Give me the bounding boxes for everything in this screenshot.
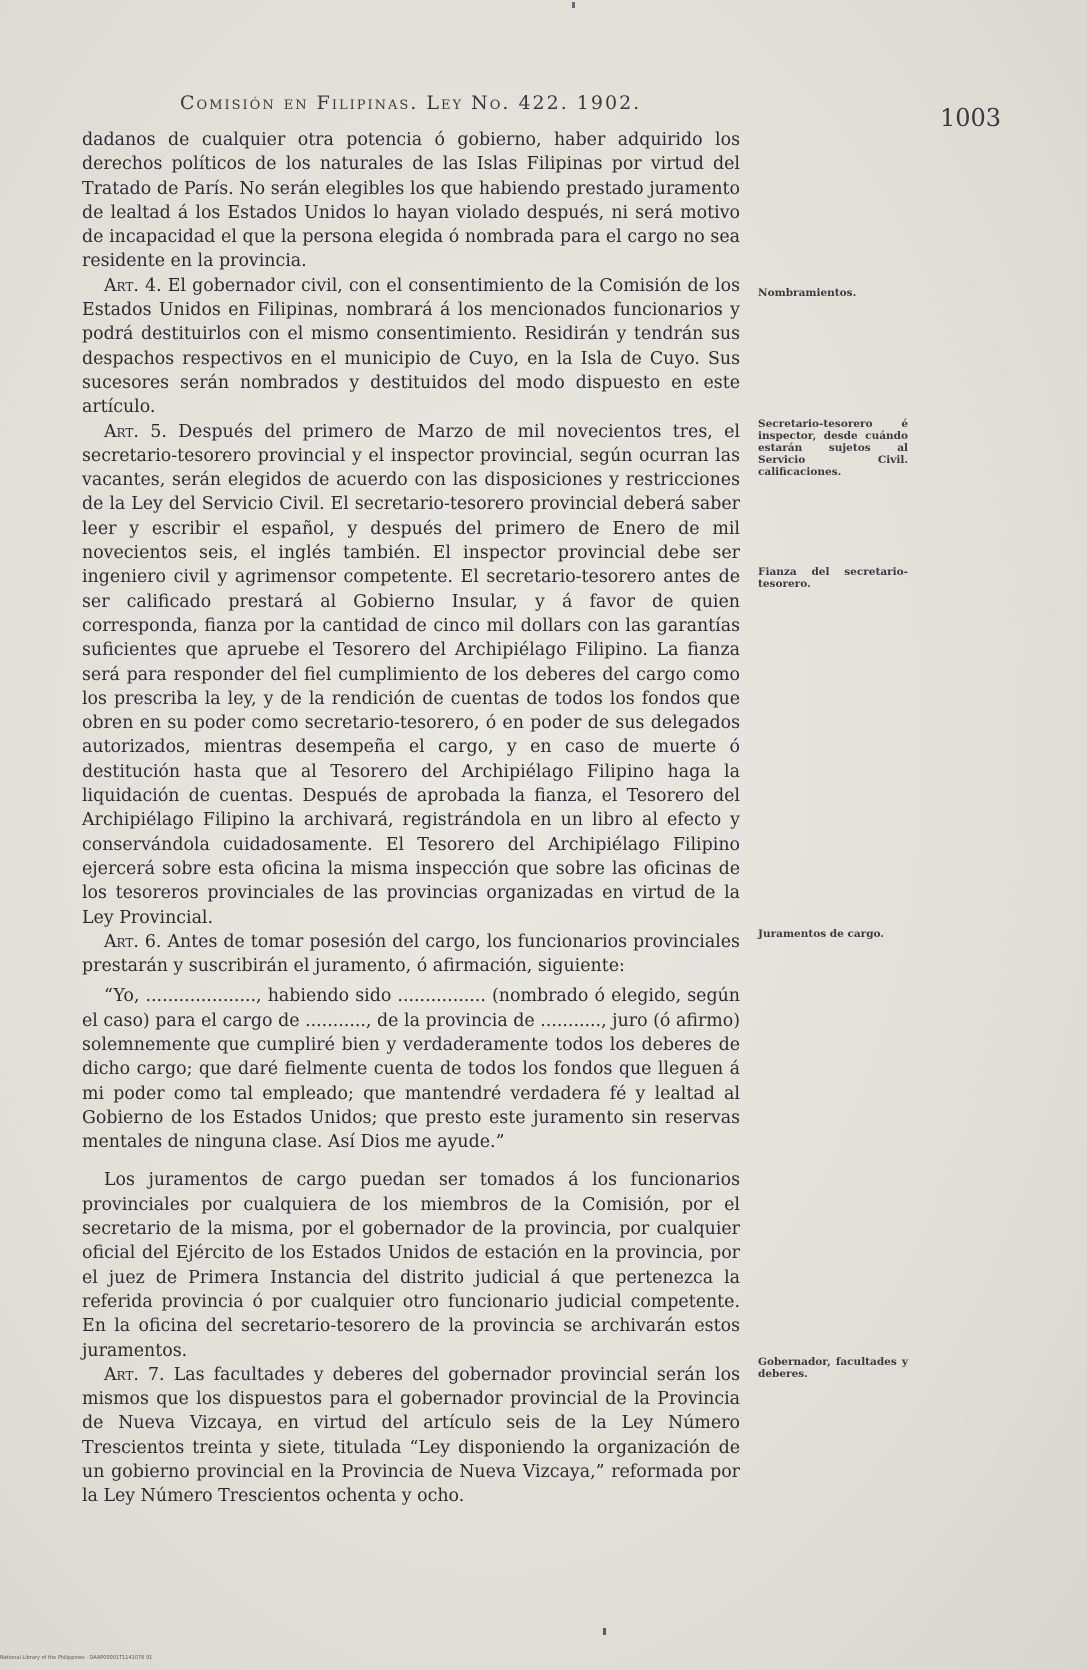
article-text: Las facultades y deberes del gobernador provincial serán los mismos que los dispuestos para el gobernador provincial de la Provincia de Nueva Vizcaya, en virtud del artículo seis de la Ley Número Trescientos treinta y siete, titulada “Ley disponiendo la organización de un gobierno provincial en la Provincia de Nueva Vizcaya,” reformada por la Ley Número Trescientos ochenta y ocho. [82, 1364, 740, 1507]
scan-mark [572, 2, 575, 8]
article-label: Art. 7. [104, 1364, 165, 1385]
article-4 [82, 274, 740, 420]
oath-text: “Yo, ...................., habiendo sido ................ (nombrado ó elegido, según el caso) para el cargo de ..........., de la provincia de ..........., juro (ó afirmo) solemnemente que cumpliré bien y verdaderamente todos los deberes de dicho cargo; que daré fielmente cuenta de todos los fondos que lleguen á mi poder como tal empleado; que mantendré verdadera fé y lealtad al Gobierno de los Estados Unidos; que presto este juramento sin reservas mentales de ninguna clase. Así Dios me ayude.” [82, 986, 740, 1153]
margin-note-juramentos: Juramentos de cargo. [758, 928, 885, 940]
article-label: Art. 6. [104, 931, 162, 952]
paragraph-oaths: Los juramentos de cargo puedan ser tomados á los funcionarios provinciales por cualquiera de los miembros de la Comisión, por el secretario de la misma, por el gobernador de la provincia, por cualquier oficial del Ejército de los Estados Unidos de estación en la provincia, por el juez de Primera Instancia del distrito judicial á que pertenezca la referida provincia ó por cualquier otro funcionario judicial competente. En la oficina del secretario-tesorero de la provincia se archivarán estos juramentos. [82, 1170, 740, 1361]
article-7 [82, 1363, 740, 1509]
paragraph-continuation: dadanos de cualquier otra potencia ó gobierno, haber adquirido los derechos políticos de los naturales de las Islas Filipinas por virtud del Tratado de París. No serán elegibles los que habiendo prestado juramento de lealtad á los Estados Unidos lo hayan violado después, ni será motivo de incapacidad el que la persona elegida ó nombrada para el cargo no sea residente en la provincia. [82, 130, 740, 272]
article-6 [82, 930, 740, 979]
body-text [82, 128, 740, 1509]
margin-note-fianza: Fianza del secretario-tesorero. [758, 566, 908, 590]
margin-note-gobernador: Gobernador, facultades y deberes. [758, 1356, 908, 1380]
margin-note-nombramientos: Nombramientos. [758, 287, 857, 299]
margin-note-secretario: Secretario-tesorero é inspector, desde cuándo estarán sujetos al Servicio Civil. calificaciones. [758, 418, 908, 478]
page-number: 1003 [940, 104, 1002, 132]
footer-credit: National Library of the Philippines · DAAP00001T1141076 91 [0, 1655, 153, 1661]
article-label: Art. 5. [104, 421, 167, 442]
scan-mark [603, 1628, 606, 1635]
article-5 [82, 420, 740, 930]
running-title: Comisión en Filipinas. Ley No. 422. 1902. [180, 92, 642, 114]
article-text: El gobernador civil, con el consentimiento de la Comisión de los Estados Unidos en Filipinas, nombrará á los mencionados funcionarios y podrá destituirlos con el mismo consentimiento. Residirán y tendrán sus despachos respectivos en el municipio de Cuyo, en la Isla de Cuyo. Sus sucesores serán nombrados y destituidos del modo dispuesto en este artículo. [82, 275, 740, 418]
article-text: Después del primero de Marzo de mil novecientos tres, el secretario-tesorero provincial y el inspector provincial, según ocurran las vacantes, serán elegidos de acuerdo con las disposiciones y restricciones de la Ley del Servicio Civil. El secretario-tesorero provincial deberá saber leer y escribir el español, y después del primero de Enero de mil novecientos seis, el inglés también. El inspector provincial debe ser ingeniero civil y agrimensor competente. El secretario-tesorero antes de ser calificado prestará al Gobierno Insular, y á favor de quien corresponda, fianza por la cantidad de cinco mil dollars con las garantías suficientes que apruebe el Tesorero del Archipiélago Filipino. La fianza será para responder del fiel cumplimiento de los deberes del cargo como los prescriba la ley, y de la rendición de cuentas de todos los fondos que obren en su poder como secretario-tesorero, ó en poder de sus delegados autorizados, mientras desempeña el cargo, y en caso de muerte ó destitución hasta que al Tesorero del Archipiélago Filipino haga la liquidación de cuentas. Después de aprobada la fianza, el Tesorero del Archipiélago Filipino la archivará, registrándola en un libro al efecto y conservándola cuidadosamente. El Tesorero del Archipiélago Filipino ejercerá sobre esta oficina la misma inspección que sobre las oficinas de los tesoreros provinciales de las provincias organizadas en virtud de la Ley Provincial. [82, 421, 740, 928]
article-label: Art. 4. [104, 275, 162, 296]
article-text: Antes de tomar posesión del cargo, los funcionarios provinciales prestarán y suscribirán el juramento, ó afirmación, siguiente: [82, 931, 740, 977]
